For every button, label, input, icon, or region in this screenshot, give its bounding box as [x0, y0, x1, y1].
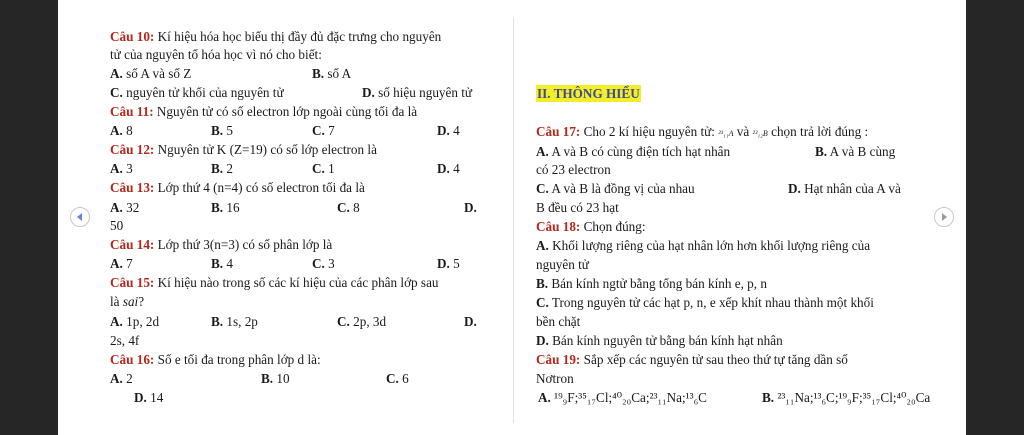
question-15-line-2: là sai?	[110, 294, 145, 309]
q14-option-a: A. 7	[110, 256, 133, 271]
q12-option-d: D. 4	[437, 161, 460, 176]
q17-option-c: C. A và B là đồng vị của nhau	[536, 181, 695, 196]
question-18: Câu 18: Chọn đúng:	[536, 219, 646, 234]
q12-option-a: A. 3	[110, 161, 133, 176]
column-divider	[513, 18, 514, 423]
chevron-right-icon	[940, 213, 948, 221]
q18-option-c-cont: bền chặt	[536, 314, 581, 329]
q15-option-b: B. 1s, 2p	[211, 314, 258, 329]
document-page	[58, 0, 966, 435]
question-19: Câu 19: Sắp xếp các nguyên tử sau theo thứ tự tăng dần số	[536, 352, 848, 367]
q11-option-d: D. 4	[437, 123, 460, 138]
q18-option-a-cont: nguyên tử	[536, 257, 589, 272]
q19-option-b: B. ²³₁₁Na;¹³₆C;¹⁹₉F;³⁵₁₇Cl;⁴⁰₂₀Ca	[762, 390, 931, 405]
isotope-a: ²³₁₁A	[718, 129, 734, 138]
isotope-b: ²³₁₂B	[752, 129, 768, 138]
q18-option-b: B. Bán kính ngtử bằng tổng bán kính e, p, n	[536, 276, 767, 291]
q17-option-a: A. A và B có cùng điện tích hạt nhân	[536, 144, 731, 159]
q14-option-b: B. 4	[211, 256, 233, 271]
chevron-left-icon	[76, 213, 84, 221]
q17-option-d-cont: B đều có 23 hạt	[536, 200, 619, 215]
q15-option-a: A. 1p, 2d	[110, 314, 160, 329]
question-16: Câu 16: Số e tối đa trong phân lớp d là:	[110, 352, 321, 367]
q10-option-c: C. nguyên tử khối của nguyên tử	[110, 85, 284, 100]
question-13: Câu 13: Lớp thứ 4 (n=4) có số electron tối đa là	[110, 180, 365, 195]
q16-option-d: D. 14	[134, 390, 164, 405]
q19-option-a: A. ¹⁹₉F;³⁵₁₇Cl;⁴⁰₂₀Ca;²³₁₁Na;¹³₆C	[538, 390, 707, 405]
question-15: Câu 15: Kí hiệu nào trong số các kí hiệu của các phân lớp sau	[110, 275, 439, 290]
q13-option-d: D.	[464, 200, 477, 215]
q16-option-a: A. 2	[110, 371, 133, 386]
q16-option-b: B. 10	[261, 371, 290, 386]
question-11: Câu 11: Nguyên tử có số electron lớp ngoài cùng tối đa là	[110, 104, 418, 119]
q18-option-d: D. Bán kính nguyên tử bằng bán kính hạt nhân	[536, 333, 783, 348]
q11-option-c: C. 7	[312, 123, 335, 138]
question-17: Câu 17: Cho 2 kí hiệu nguyên tử: ²³₁₁A và ²³₁₂B chọn trả lời đúng :	[536, 124, 869, 139]
q14-option-c: C. 3	[312, 256, 335, 271]
q17-option-b-cont: có 23 electron	[536, 162, 611, 177]
question-10-line-2: tử của nguyên tố hóa học vì nó cho biết:	[110, 47, 322, 62]
q12-option-b: B. 2	[211, 161, 233, 176]
q10-option-d: D. số hiệu nguyên tử	[362, 85, 473, 100]
q16-option-c: C. 6	[386, 371, 409, 386]
q13-option-d-value: 50	[110, 218, 124, 233]
q18-option-a: A. Khối lượng riêng của hạt nhân lớn hơn khối lượng riêng của	[536, 238, 871, 253]
q18-option-c: C. Trong nguyên tử các hạt p, n, e xếp khít nhau thành một khối	[536, 295, 874, 310]
q17-option-b: B. A và B cùng	[815, 144, 896, 159]
q13-option-a: A. 32	[110, 200, 140, 215]
q10-option-b: B. số A	[312, 66, 352, 81]
q17-option-d: D. Hạt nhân của A và	[788, 181, 901, 196]
question-10: Câu 10: Kí hiệu hóa học biểu thị đầy đủ đặc trưng cho nguyên	[110, 29, 442, 44]
section-heading: II. THÔNG HIỂU	[537, 86, 640, 101]
q10-option-a: A. số A và số Z	[110, 66, 192, 81]
q15-option-d-value: 2s, 4f	[110, 333, 140, 348]
q15-option-c: C. 2p, 3d	[337, 314, 387, 329]
q14-option-d: D. 5	[437, 256, 460, 271]
next-page-button[interactable]	[934, 207, 954, 227]
q11-option-b: B. 5	[211, 123, 233, 138]
q15-option-d: D.	[464, 314, 477, 329]
question-12: Câu 12: Nguyên tử K (Z=19) có số lớp electron là	[110, 142, 377, 157]
q11-option-a: A. 8	[110, 123, 133, 138]
q13-option-c: C. 8	[337, 200, 360, 215]
prev-page-button[interactable]	[70, 207, 90, 227]
q12-option-c: C. 1	[312, 161, 335, 176]
q13-option-b: B. 16	[211, 200, 240, 215]
question-14: Câu 14: Lớp thứ 3(n=3) có số phân lớp là	[110, 237, 333, 252]
question-19-line-2: Nơtron	[536, 371, 574, 386]
